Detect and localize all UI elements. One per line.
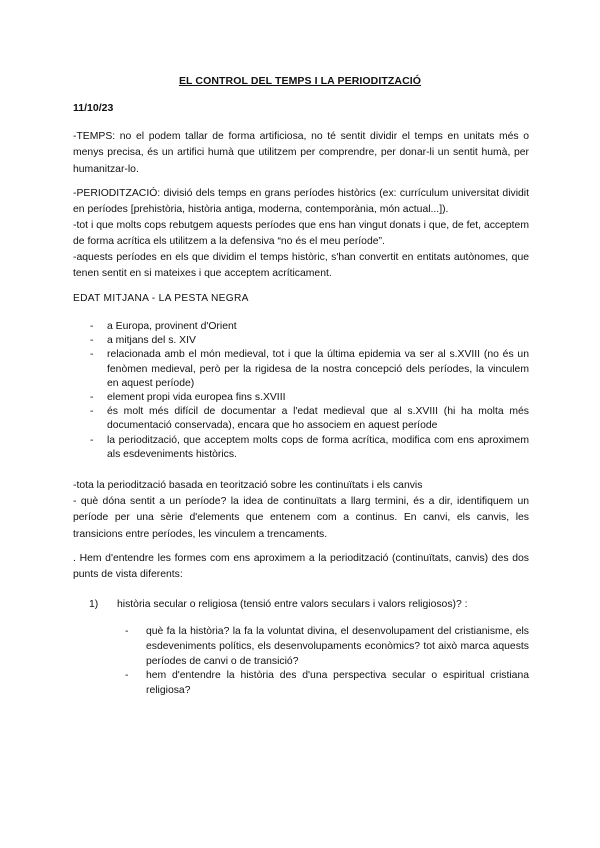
- list-item-text: és molt més difícil de documentar a l'edat medieval que al s.XVIII (hi ha molta més documentació conservada), encara que ho associem en aquest període: [107, 406, 529, 432]
- list-item: [73, 405, 529, 433]
- list-item-text: a mitjans del s. XIV: [107, 335, 196, 347]
- numbered-item-text: història secular o religiosa (tensió entre valors seculars i valors religiosos)? :: [117, 599, 468, 610]
- paragraph-formes: . Hem d'entendre les formes com ens aproximem a la periodització (continuïtats, canvis) des dos punts de vista diferents:: [73, 553, 529, 581]
- dash-marker: -: [90, 335, 94, 347]
- sub-list-item: [125, 625, 529, 669]
- list-item: [73, 334, 529, 348]
- document-date: 11/10/23: [73, 102, 114, 114]
- paragraph-rebutgem: -tot i que molts cops rebutgem aquests períodes que ens han vingut donats i que, de fet, acceptem de forma acrítica els utilitzem a la defensiva “no és el meu període”.: [73, 220, 529, 248]
- paragraph-sentit: - què dóna sentit a un període? la idea de continuïtats a llarg termini, és a dir, identifiquem un període per una sèrie d'elements que entenem com a continus. En canvi, els canvis, les transicions entre períodes, les vinculem a trencaments.: [73, 496, 529, 540]
- sub-bullet-list: [125, 625, 529, 699]
- document-title: EL CONTROL DEL TEMPS I LA PERIODITZACIÓ: [178, 75, 422, 87]
- paragraph-temps: -TEMPS: no el podem tallar de forma artificiosa, no té sentit dividir el temps en unitats més o menys precisa, és un artifici humà que utilitzem per comprendre, per donar-li un sentit humà, per humanitzar-lo.: [73, 131, 529, 175]
- dash-marker: -: [90, 392, 94, 404]
- sub-list-item-text: què fa la història? la fa la voluntat divina, el desenvolupament del cristianisme, els esdeveniments polítics, els desenvolupaments econòmics? tot això marca aquests períodes de canvi o de transició?: [146, 626, 529, 667]
- dash-marker: -: [90, 349, 94, 361]
- list-item-text: relacionada amb el món medieval, tot i que la última epidemia va ser al s.XVIII (no és un fenòmen medieval, però per la rigidesa de la nostra concepció dels períodes, la vinculem en aquest període): [107, 349, 529, 389]
- list-item: [73, 391, 529, 405]
- sub-list-item: [125, 669, 529, 699]
- dash-marker: -: [90, 321, 94, 332]
- sub-list-item-text: hem d'entendre la història des d'una perspectiva secular o espiritual cristiana religiosa?: [146, 670, 529, 697]
- item-number: 1): [89, 599, 99, 610]
- list-item: [73, 434, 529, 462]
- section-heading: EDAT MITJANA - LA PESTA NEGRA: [73, 293, 249, 304]
- list-item: [73, 348, 529, 391]
- dash-marker: -: [125, 626, 129, 637]
- dash-marker: -: [90, 434, 94, 446]
- paragraph-aquests: -aquests períodes en els que dividim el temps històric, s'han convertit en entitats autònomes, que tenen sentit en si mateixes i que acceptem acríticament.: [73, 252, 529, 280]
- dash-marker: -: [125, 670, 129, 682]
- bullet-list: [73, 320, 529, 462]
- list-item-text: la periodització, que acceptem molts cops de forma acrítica, modifica com ens aproximem als esdeveniments històrics.: [107, 434, 529, 460]
- dash-marker: -: [90, 406, 94, 418]
- list-item-text: a Europa, provinent d'Orient: [107, 321, 237, 332]
- list-item-text: element propi vida europea fins s.XVIII: [107, 392, 286, 404]
- list-item: [73, 320, 529, 334]
- paragraph-periodizacio: -PERIODITZACIÓ: divisió dels temps en grans períodes històrics (ex: currículum universitat dividit en períodes [prehistòria, història antiga, moderna, contemporània, món actual...]).: [73, 188, 529, 216]
- paragraph-teoritzacio: -tota la periodització basada en teorització sobre les continuïtats i els canvis: [73, 480, 423, 491]
